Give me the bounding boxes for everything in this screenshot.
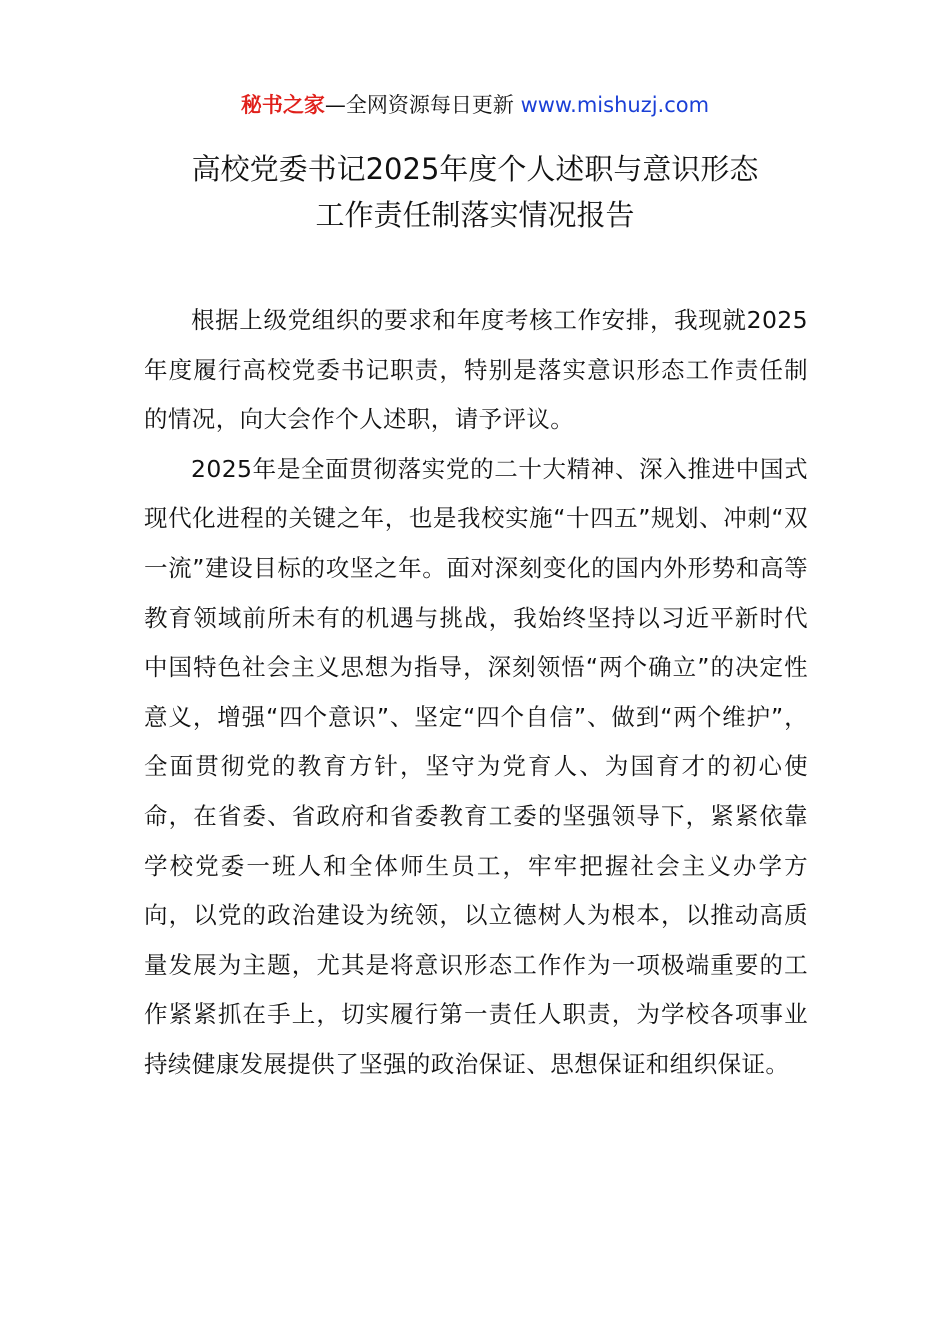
site-header — [0, 88, 950, 122]
document-body — [144, 296, 808, 1090]
title-line-2: 工作责任制落实情况报告 — [315, 198, 635, 232]
document-title — [0, 146, 950, 238]
brand-name: 秘书之家 — [240, 93, 325, 117]
paragraph-intro: 根据上级党组织的要求和年度考核工作安排，我现就2025年度履行高校党委书记职责，特别是落实意识形态工作责任制的情况，向大会作个人述职，请予评议。 — [144, 306, 808, 434]
title-line-1: 高校党委书记2025年度个人述职与意识形态 — [191, 152, 759, 186]
paragraph-overview: 2025年是全面贯彻落实党的二十大精神、深入推进中国式现代化进程的关键之年，也是我校实施“十四五”规划、冲刺“双一流”建设目标的攻坚之年。面对深刻变化的国内外形势和高等教育领域前所未有的机遇与挑战，我始终坚持以习近平新时代中国特色社会主义思想为指导，深刻领悟“两个确立”的决定性意义，增强“四个意识”、坚定“四个自信”、做到“两个维护”，全面贯彻党的教育方针，坚守为党育人、为国育才的初心使命，在省委、省政府和省委教育工委的坚强领导下，紧紧依靠学校党委一班人和全体师生员工，牢牢把握社会主义办学方向，以党的政治建设为统领，以立德树人为根本，以推动高质量发展为主题，尤其是将意识形态工作作为一项极端重要的工作紧紧抓在手上，切实履行第一责任人职责，为学校各项事业持续健康发展提供了坚强的政治保证、思想保证和组织保证。 — [144, 454, 808, 1078]
header-tagline: —全网资源每日更新 — [324, 93, 521, 117]
site-url-link[interactable]: www.mishuzj.com — [520, 93, 710, 117]
